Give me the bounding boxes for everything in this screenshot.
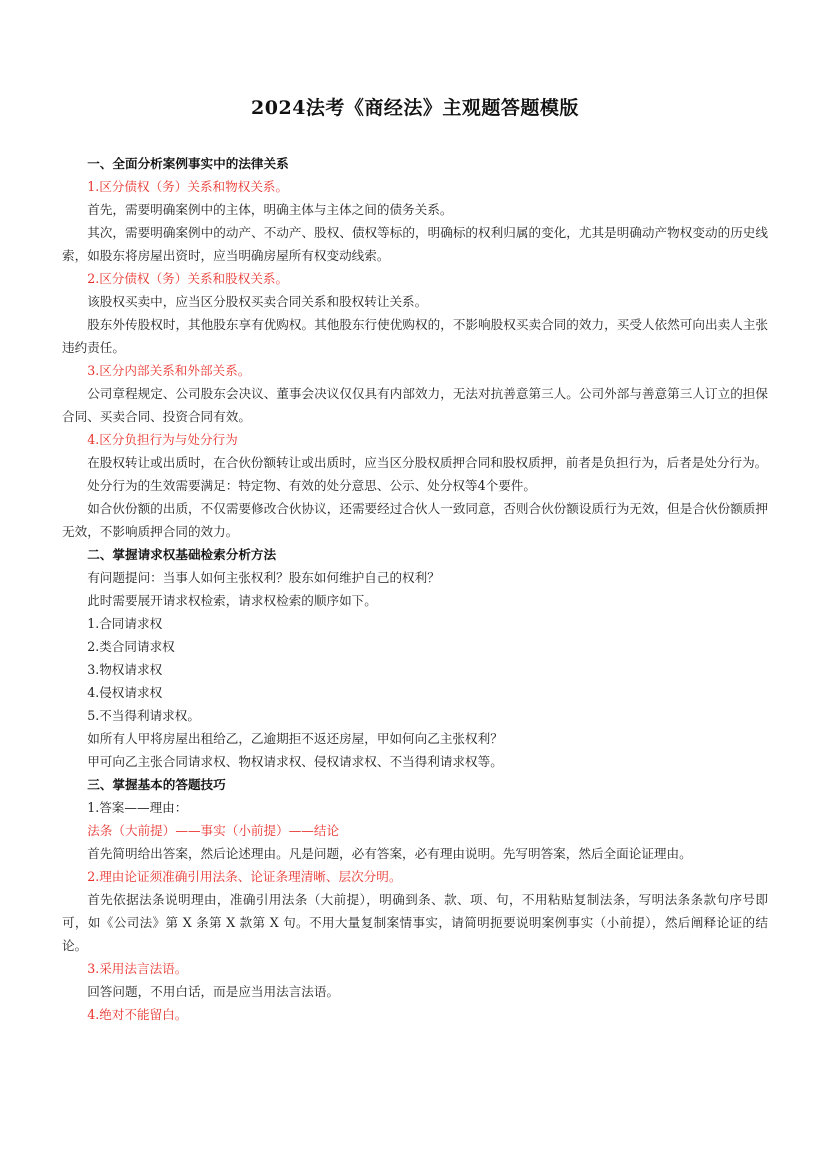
section-heading: 三、掌握基本的答题技巧 xyxy=(87,777,226,792)
paragraph: 回答问题，不用白话，而是应当用法言法语。 xyxy=(87,984,340,999)
paragraph: 首先简明给出答案，然后论述理由。凡是问题，必有答案，必有理由说明。先写明答案，然后全面论证理由。 xyxy=(87,846,692,861)
section-heading: 一、全面分析案例事实中的法律关系 xyxy=(87,156,289,171)
paragraph: 股东外传股权时，其他股东享有优购权。其他股东行使优购权的，不影响股权买卖合同的效力，买受人依然可向出卖人主张违约责任。 xyxy=(62,317,768,355)
paragraph: 首先依据法条说明理由，准确引用法条（大前提），明确到条、款、项、句，不用粘贴复制法条，写明法条条款句序号即可，如《公司法》第 X 条第 X 款第 X 句。不用大量复制案情事实，请简明扼要说明案例事实（小前提），然后阐释论证的结论。 xyxy=(62,892,768,953)
document-body xyxy=(62,152,768,1026)
paragraph: 其次，需要明确案例中的动产、不动产、股权、债权等标的，明确标的权利归属的变化，尤其是明确动产物权变动的历史线索，如股东将房屋出资时，应当明确房屋所有权变动线索。 xyxy=(62,225,768,263)
subheading: 2.区分债权（务）关系和股权关系。 xyxy=(87,271,289,286)
subheading: 2.理由论证须准确引用法条、论证条理清晰、层次分明。 xyxy=(87,869,402,884)
paragraph: 公司章程规定、公司股东会决议、董事会决议仅仅具有内部效力，无法对抗善意第三人。公司外部与善意第三人订立的担保合同、买卖合同、投资合同有效。 xyxy=(62,386,768,424)
subheading: 1.区分债权（务）关系和物权关系。 xyxy=(87,179,289,194)
document-title: 2024法考《商经法》主观题答题模版 xyxy=(251,97,579,119)
list-item: 1.合同请求权 xyxy=(87,616,163,631)
paragraph: 有问题提问：当事人如何主张权利？股东如何维护自己的权利？ xyxy=(87,570,440,585)
subheading: 3.采用法言法语。 xyxy=(87,961,188,976)
paragraph: 该股权买卖中，应当区分股权买卖合同关系和股权转让关系。 xyxy=(87,294,428,309)
subheading: 法条（大前提）——事实（小前提）——结论 xyxy=(87,823,340,838)
paragraph: 处分行为的生效需要满足：特定物、有效的处分意思、公示、处分权等4个要件。 xyxy=(87,478,536,493)
list-item: 4.侵权请求权 xyxy=(87,685,163,700)
paragraph: 甲可向乙主张合同请求权、物权请求权、侵权请求权、不当得利请求权等。 xyxy=(87,754,503,769)
subheading: 3.区分内部关系和外部关系。 xyxy=(87,363,251,378)
list-item: 2.类合同请求权 xyxy=(87,639,175,654)
list-item: 5.不当得利请求权。 xyxy=(87,708,200,723)
paragraph: 在股权转让或出质时，在合伙份额转让或出质时，应当区分股权质押合同和股权质押，前者是负担行为，后者是处分行为。 xyxy=(87,455,768,470)
subheading: 4.绝对不能留白。 xyxy=(87,1007,188,1022)
paragraph: 1.答案——理由： xyxy=(87,800,188,815)
paragraph: 首先，需要明确案例中的主体，明确主体与主体之间的债务关系。 xyxy=(87,202,453,217)
section-heading: 二、掌握请求权基础检索分析方法 xyxy=(87,547,277,562)
list-item: 3.物权请求权 xyxy=(87,662,163,677)
paragraph: 此时需要展开请求权检索，请求权检索的顺序如下。 xyxy=(87,593,377,608)
subheading: 4.区分负担行为与处分行为 xyxy=(87,432,238,447)
paragraph: 如合伙份额的出质，不仅需要修改合伙协议，还需要经过合伙人一致同意，否则合伙份额设质行为无效，但是合伙份额质押无效，不影响质押合同的效力。 xyxy=(62,501,768,539)
paragraph: 如所有人甲将房屋出租给乙，乙逾期拒不返还房屋，甲如何向乙主张权利？ xyxy=(87,731,503,746)
